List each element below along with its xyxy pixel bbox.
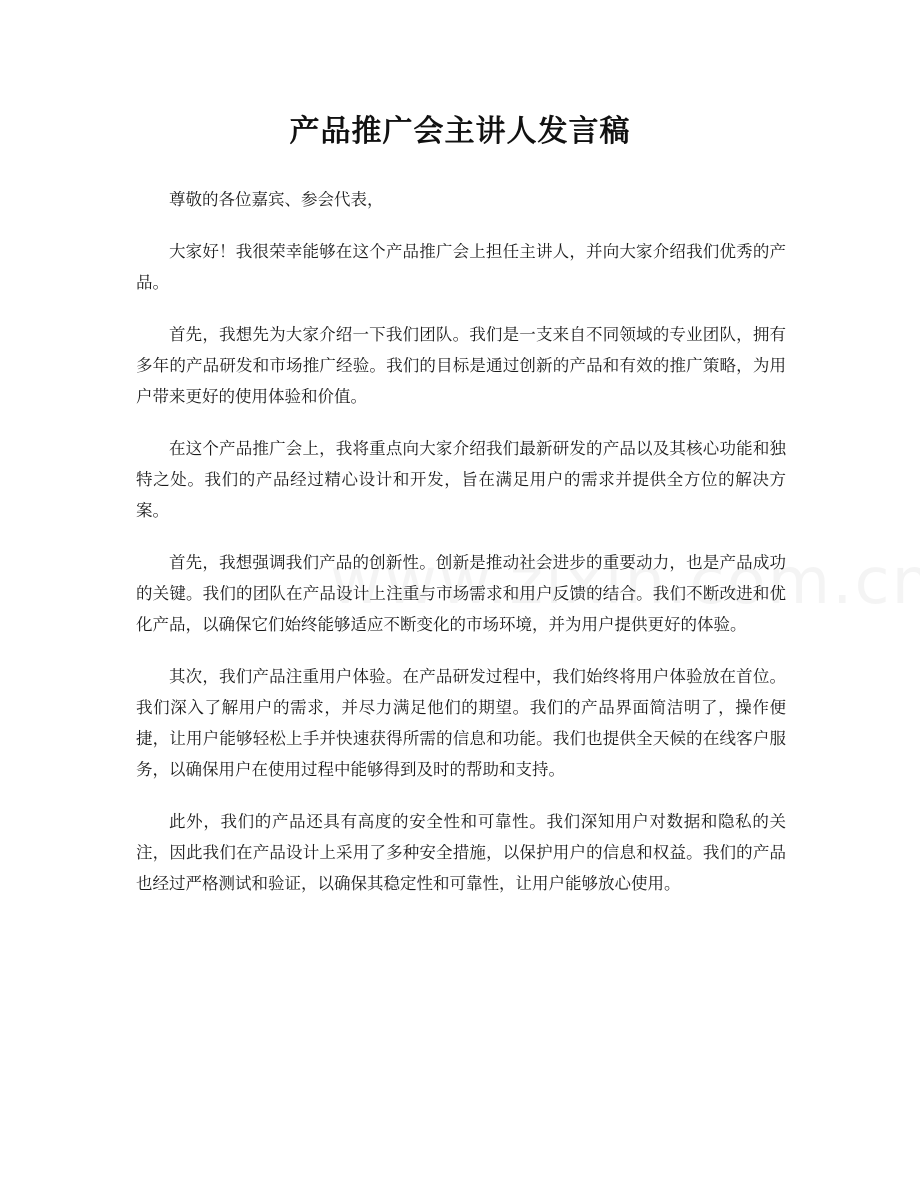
paragraph-security: 此外，我们的产品还具有高度的安全性和可靠性。我们深知用户对数据和隐私的关注，因此我们在产品设计上采用了多种安全措施，以保护用户的信息和权益。我们的产品也经过严格测试和验证，以确保其稳定性和可靠性，让用户能够放心使用。 <box>136 812 786 893</box>
paragraph-salutation: 尊敬的各位嘉宾、参会代表， <box>169 190 384 209</box>
document-title: 产品推广会主讲人发言稿 <box>289 114 631 149</box>
paragraph-user-experience: 其次，我们产品注重用户体验。在产品研发过程中，我们始终将用户体验放在首位。我们深入了解用户的需求，并尽力满足他们的期望。我们的产品界面简洁明了，操作便捷，让用户能够轻松上手并快速获得所需的信息和功能。我们也提供全天候的在线客户服务，以确保用户在使用过程中能够得到及时的帮助和支持。 <box>136 667 786 779</box>
document-body <box>136 184 786 920</box>
paragraph-team-intro: 首先，我想先为大家介绍一下我们团队。我们是一支来自不同领域的专业团队，拥有多年的产品研发和市场推广经验。我们的目标是通过创新的产品和有效的推广策略，为用户带来更好的使用体验和价值。 <box>136 325 786 406</box>
paragraph-innovation: 首先，我想强调我们产品的创新性。创新是推动社会进步的重要动力，也是产品成功的关键。我们的团队在产品设计上注重与市场需求和用户反馈的结合。我们不断改进和优化产品，以确保它们始终能够适应不断变化的市场环境，并为用户提供更好的体验。 <box>136 553 786 634</box>
paragraph-product-focus: 在这个产品推广会上，我将重点向大家介绍我们最新研发的产品以及其核心功能和独特之处。我们的产品经过精心设计和开发，旨在满足用户的需求并提供全方位的解决方案。 <box>136 439 786 520</box>
paragraph-greeting: 大家好！我很荣幸能够在这个产品推广会上担任主讲人，并向大家介绍我们优秀的产品。 <box>136 242 786 292</box>
